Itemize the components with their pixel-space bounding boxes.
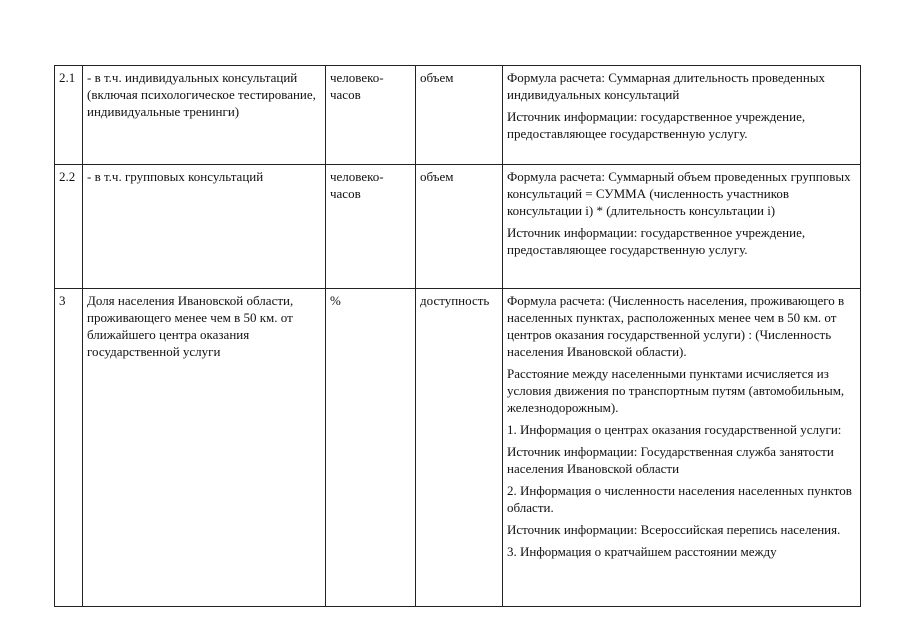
description-paragraph: Источник информации: государственное учреждение, предоставляющее государственную услугу. <box>507 109 806 141</box>
row-number: 2.2 <box>55 165 83 289</box>
description-paragraph: Формула расчета: (Численность населения, проживающего в населенных пунктах, расположенных менее чем в 50 км. от центров оказания государственной услуги) : (Численность населения Ивановской области). <box>507 293 845 359</box>
indicator-name: Доля населения Ивановской области, проживающего менее чем в 50 км. от ближайшего центра оказания государственной услуги <box>83 289 326 607</box>
indicator-type: объем <box>416 165 503 289</box>
table-row <box>55 165 861 289</box>
table-row <box>55 66 861 165</box>
description-paragraph: Формула расчета: Суммарная длительность проведенных индивидуальных консультаций <box>507 70 826 102</box>
indicator-name: - в т.ч. индивидуальных консультаций (включая психологическое тестирование, индивидуальные тренинги) <box>83 66 326 165</box>
indicator-name: - в т.ч. групповых консультаций <box>83 165 326 289</box>
calculation-description <box>503 165 861 289</box>
description-paragraph: Источник информации: государственное учреждение, предоставляющее государственную услугу. <box>507 225 806 257</box>
indicators-table <box>54 65 861 607</box>
unit-of-measure: человеко-часов <box>326 66 416 165</box>
row-number: 3 <box>55 289 83 607</box>
description-paragraph: Расстояние между населенными пунктами исчисляется из условия движения по транспортным путям (автомобильным, железнодорожным). <box>507 366 845 415</box>
calculation-description <box>503 66 861 165</box>
indicator-type: объем <box>416 66 503 165</box>
description-paragraph: Источник информации: Всероссийская перепись населения. <box>507 522 841 537</box>
unit-of-measure: % <box>326 289 416 607</box>
calculation-description <box>503 289 861 607</box>
description-paragraph: 2. Информация о численности населения населенных пунктов области. <box>507 483 852 515</box>
description-paragraph: 1. Информация о центрах оказания государственной услуги: <box>507 422 842 437</box>
description-paragraph: 3. Информация о кратчайшем расстоянии между <box>507 544 777 559</box>
unit-of-measure: человеко-часов <box>326 165 416 289</box>
description-paragraph: Формула расчета: Суммарный объем проведенных групповых консультаций = СУММА (численность участников консультации i) * (длительность консультации i) <box>507 169 851 218</box>
row-number: 2.1 <box>55 66 83 165</box>
description-paragraph: Источник информации: Государственная служба занятости населения Ивановской области <box>507 444 834 476</box>
indicator-type: доступность <box>416 289 503 607</box>
table-row <box>55 289 861 607</box>
